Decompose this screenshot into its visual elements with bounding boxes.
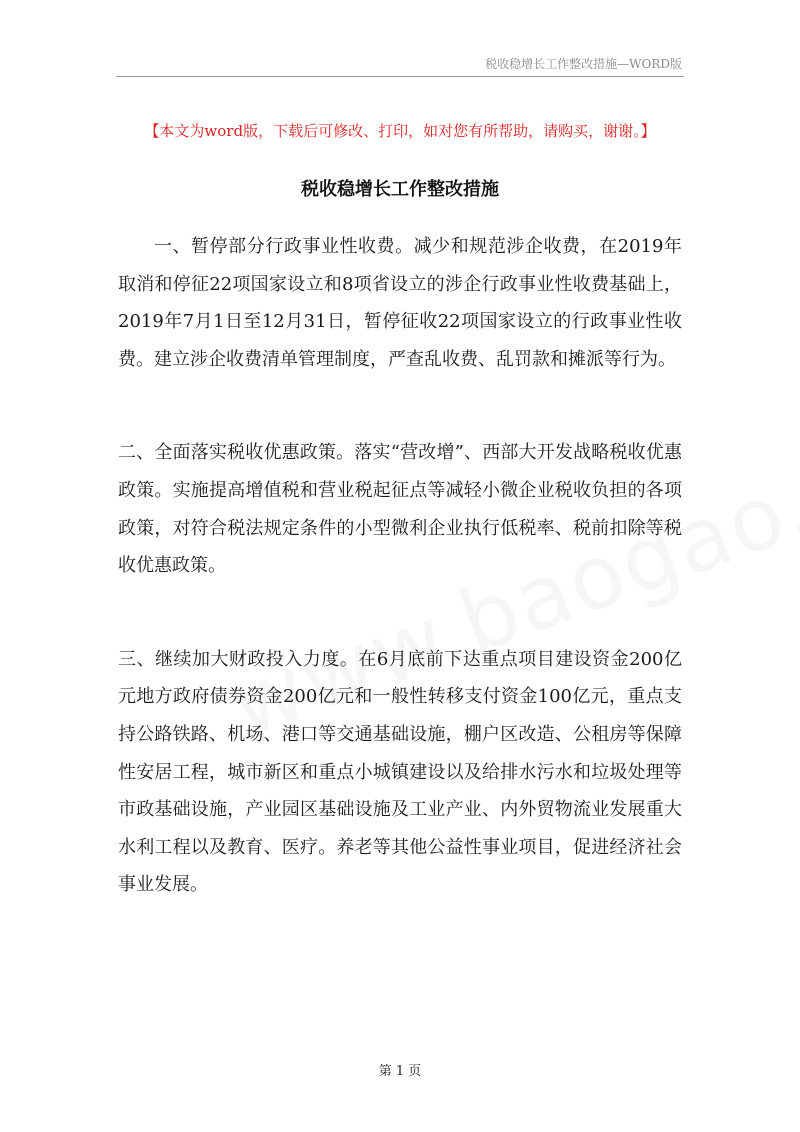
document-title: 税收稳增长工作整改措施 bbox=[301, 179, 499, 200]
document-body bbox=[118, 228, 682, 904]
paragraph-3: 三、继续加大财政投入力度。在6月底前下达重点项目建设资金200亿元地方政府债券资金200亿元和一般性转移支付资金100亿元，重点支持公路铁路、机场、港口等交通基础设施，棚户区改造、公租房等保障性安居工程，城市新区和重点小城镇建设以及给排水污水和垃圾处理等市政基础设施，产业园区基础设施及工业产业、内外贸物流业发展重大水利工程以及教育、医疗。养老等其他公益性事业项目，促进经济社会事业发展。 bbox=[118, 648, 682, 896]
paragraph-1: 一、暂停部分行政事业性收费。减少和规范涉企收费，在2019年取消和停征22项国家设立和8项省设立的涉企行政事业性收费基础上，2019年7月1日至12月31日，暂停征收22项国家设立的行政事业性收费。建立涉企收费清单管理制度，严查乱收费、乱罚款和摊派等行为。 bbox=[118, 236, 682, 370]
page-number: 第 1 页 bbox=[378, 1064, 422, 1079]
paragraph-spacer bbox=[118, 585, 682, 641]
header-divider bbox=[116, 76, 684, 77]
purchase-notice: 【本文为word版，下载后可修改、打印，如对您有所帮助，请购买，谢谢。】 bbox=[144, 122, 656, 140]
running-header: 税收稳增长工作整改措施—WORD版 bbox=[485, 57, 682, 71]
paragraph-spacer bbox=[118, 378, 682, 434]
paragraph-2: 二、全面落实税收优惠政策。落实“营改增”、西部大开发战略税收优惠政策。实施提高增值税和营业税起征点等减轻小微企业税收负担的各项政策，对符合税法规定条件的小型微利企业执行低税率、税前扣除等税收优惠政策。 bbox=[118, 442, 682, 577]
